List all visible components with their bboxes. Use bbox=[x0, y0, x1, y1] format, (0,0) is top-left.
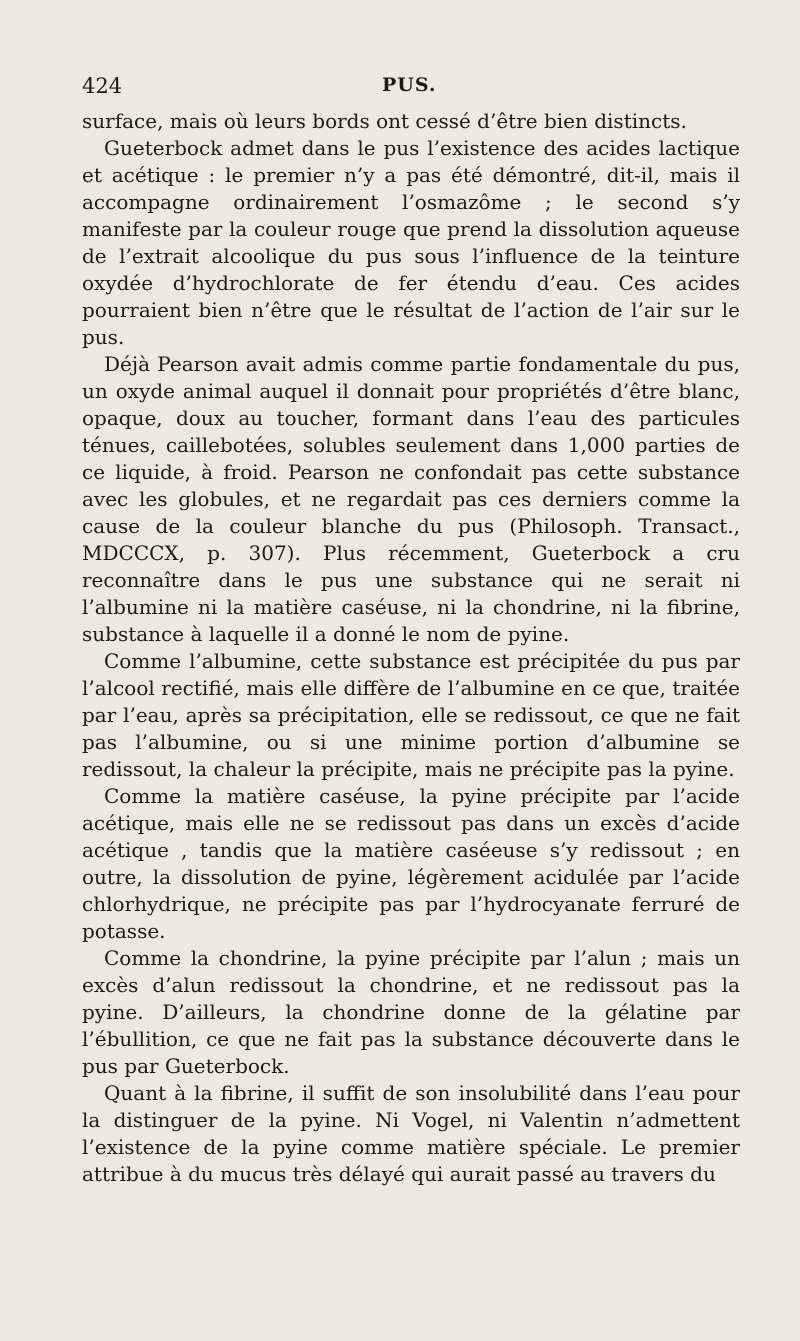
paragraph-albumine: Comme l’albumine, cette substance est précipitée du pus par l’alcool rectifié, mais elle diffère de l’albumine en ce que, traitée par l’eau, après sa précipitation, elle se redissout, ce que ne fait pas l’albumine, ou si une minime portion d’albumine se redissout, la chaleur la précipite, mais ne précipite pas la pyine. bbox=[82, 649, 740, 781]
page-header bbox=[82, 74, 740, 102]
paragraph-chondrine: Comme la chondrine, la pyine précipite par l’alun ; mais un excès d’alun redissout la chondrine, et ne redissout pas la pyine. D’ailleurs, la chondrine donne de la gélatine par l’ébullition, ce que ne fait pas la substance découverte dans le pus par Gueterbock. bbox=[82, 946, 740, 1078]
page-number: 424 bbox=[82, 74, 123, 98]
paragraph-fibrine: Quant à la fibrine, il suffit de son insolubilité dans l’eau pour la distinguer de la pyine. Ni Vogel, ni Valentin n’admettent l’existence de la pyine comme matière spéciale. Le premier attribue à du mucus très délayé qui aurait passé au travers du bbox=[82, 1081, 740, 1186]
paragraph-pearson: Déjà Pearson avait admis comme partie fondamentale du pus, un oxyde animal auquel il donnait pour propriétés d’être blanc, opaque, doux au toucher, formant dans l’eau des particules ténues, caillebotées, solubles seulement dans 1,000 parties de ce liquide, à froid. Pearson ne confondait pas cette substance avec les globules, et ne regardait pas ces derniers comme la cause de la couleur blanche du pus (Philosoph. Transact., MDCCCX, p. 307). Plus récemment, Gueterbock a cru reconnaître dans le pus une substance qui ne serait ni l’albumine ni la matière caséuse, ni la chondrine, ni la fibrine, substance à laquelle il a donné le nom de pyine. bbox=[82, 352, 740, 646]
running-head: PUS. bbox=[382, 74, 437, 96]
body-text bbox=[82, 108, 740, 1188]
paragraph-continuation: surface, mais où leurs bords ont cessé d’être bien distincts. bbox=[82, 109, 687, 133]
paragraph-matiere-caseuse: Comme la matière caséuse, la pyine précipite par l’acide acétique, mais elle ne se redissout pas dans un excès d’acide acétique , tandis que la matière caséeuse s’y redissout ; en outre, la dissolution de pyine, légèrement acidulée par l’acide chlorhydrique, ne précipite pas par l’hydrocyanate ferruré de potasse. bbox=[82, 784, 740, 943]
paragraph-gueterbock-acids: Gueterbock admet dans le pus l’existence des acides lactique et acétique : le premier n’y a pas été démontré, dit-il, mais il accompagne ordinairement l’osmazôme ; le second s’y manifeste par la couleur rouge que prend la dissolution aqueuse de l’extrait alcoolique du pus sous l’influence de la teinture oxydée d’hydrochlorate de fer étendu d’eau. Ces acides pourraient bien n’être que le résultat de l’action de l’air sur le pus. bbox=[82, 136, 740, 349]
